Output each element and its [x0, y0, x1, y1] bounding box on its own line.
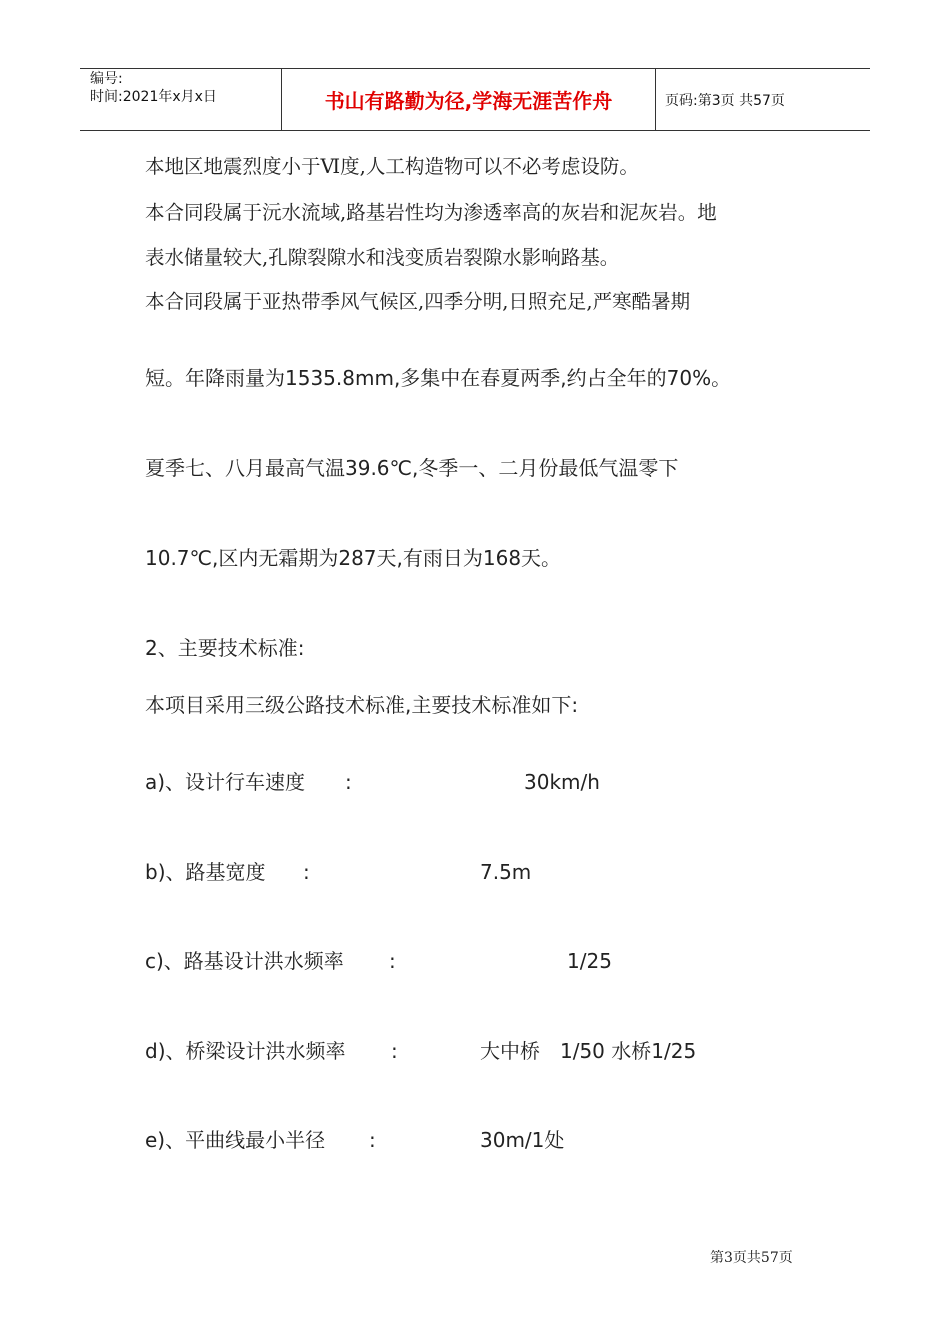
spec-label: a)、设计行车速度: [145, 770, 306, 794]
spec-colon: :: [389, 949, 396, 973]
spec-label: c)、路基设计洪水频率: [145, 949, 344, 973]
spec-colon: :: [369, 1128, 376, 1152]
spec-value: 30km/h: [524, 770, 600, 794]
spec-label: b)、路基宽度: [145, 860, 266, 884]
spec-colon: :: [303, 860, 310, 884]
spec-value: 1/25: [567, 949, 612, 973]
paragraph-hydrology-line1: 本合同段属于沅水流域,路基岩性均为渗透率高的灰岩和泥灰岩。地: [145, 201, 717, 224]
paragraph-climate-line3: 夏季七、八月最高气温39.6℃,冬季一、二月份最低气温零下: [145, 456, 679, 480]
header-page-info: 页码:第3页 共57页: [665, 92, 785, 109]
spec-label: e)、平曲线最小半径: [145, 1128, 326, 1152]
paragraph-hydrology-line2: 表水储量较大,孔隙裂隙水和浅变质岩裂隙水影响路基。: [145, 246, 620, 269]
document-number-label: 编号:: [90, 71, 123, 87]
document-header: [80, 68, 870, 131]
spec-colon: :: [391, 1039, 398, 1063]
spec-value: 30m/1处: [480, 1128, 565, 1152]
spec-value: 大中桥 1/50 水桥1/25: [480, 1039, 697, 1063]
paragraph-seismic: 本地区地震烈度小于Ⅵ度,人工构造物可以不必考虑设防。: [145, 155, 639, 178]
document-time: 时间:2021年x月x日: [90, 89, 217, 105]
footer-page-info: 第3页共57页: [710, 1250, 793, 1266]
paragraph-climate-line4: 10.7℃,区内无霜期为287天,有雨日为168天。: [145, 546, 562, 570]
paragraph-climate-line1: 本合同段属于亚热带季风气候区,四季分明,日照充足,严寒酷暑期: [145, 290, 691, 313]
spec-value: 7.5m: [480, 860, 532, 884]
paragraph-climate-line2: 短。年降雨量为1535.8mm,多集中在春夏两季,约占全年的70%。: [145, 366, 732, 390]
header-motto: 书山有路勤为径,学海无涯苦作舟: [282, 69, 656, 130]
standards-intro: 本项目采用三级公路技术标准,主要技术标准如下:: [145, 693, 579, 717]
spec-label: d)、桥梁设计洪水频率: [145, 1039, 346, 1063]
section-title: 2、主要技术标准:: [145, 636, 305, 660]
spec-colon: :: [345, 770, 352, 794]
header-meta: [80, 69, 282, 130]
